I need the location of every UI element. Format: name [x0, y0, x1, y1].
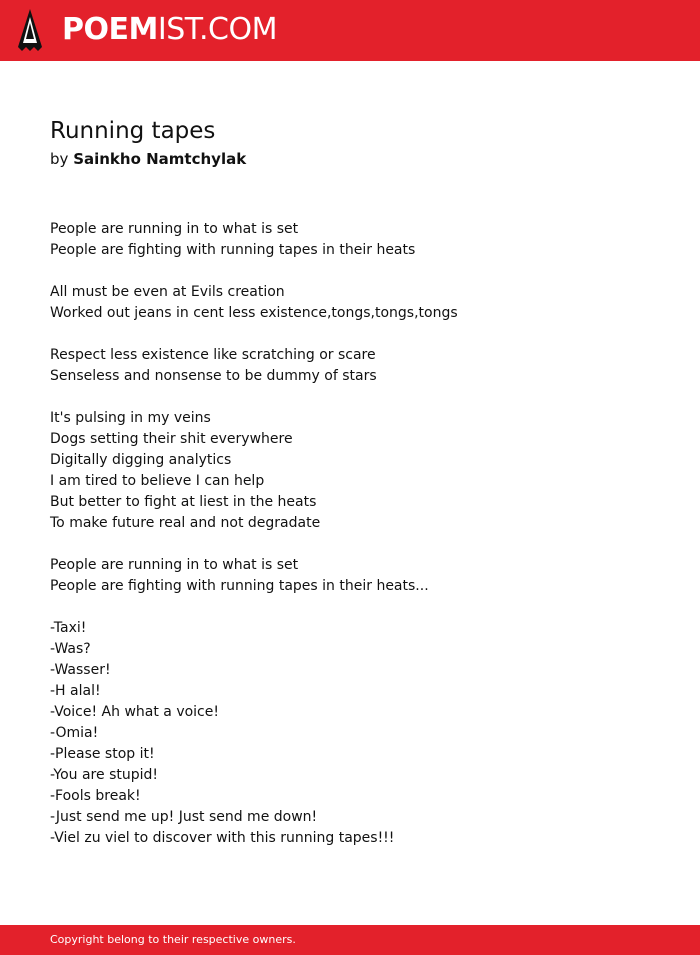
poem-line: -Viel zu viel to discover with this running tapes!!!	[50, 830, 395, 846]
poem-line: Senseless and nonsense to be dummy of stars	[50, 368, 377, 384]
poem-line: People are fighting with running tapes in their heats...	[50, 578, 429, 594]
poem-line: All must be even at Evils creation	[50, 284, 285, 300]
poem-stanza	[50, 618, 670, 849]
poem-line: I am tired to believe I can help	[50, 473, 265, 489]
poem-line: -You are stupid!	[50, 767, 158, 783]
poem-line: People are fighting with running tapes in their heats	[50, 242, 416, 258]
logo-light-text: IST.COM	[157, 12, 277, 47]
poem-byline	[50, 149, 246, 169]
poem-line: Digitally digging analytics	[50, 452, 232, 468]
poem-line: People are running in to what is set	[50, 557, 299, 573]
poem-line: -Taxi!	[50, 620, 87, 636]
poem-line: But better to fight at liest in the heats	[50, 494, 317, 510]
poem-line: -H alal!	[50, 683, 101, 699]
site-logo[interactable]	[62, 11, 277, 49]
poem-line: -Voice! Ah what a voice!	[50, 704, 219, 720]
poem-line: -Omia!	[50, 725, 99, 741]
poem-line: -Please stop it!	[50, 746, 155, 762]
poem-line: -Was?	[50, 641, 91, 657]
byline-label: by	[50, 150, 69, 168]
poem-title: Running tapes	[50, 118, 216, 144]
poem-stanza	[50, 408, 670, 534]
poem-line: People are running in to what is set	[50, 221, 299, 237]
poem-line: To make future real and not degradate	[50, 515, 321, 531]
poem-line: -Just send me up! Just send me down!	[50, 809, 318, 825]
poem-body	[50, 219, 670, 870]
poem-stanza	[50, 219, 670, 261]
poem-line: Dogs setting their shit everywhere	[50, 431, 293, 447]
poem-stanza	[50, 345, 670, 387]
poem-stanza	[50, 282, 670, 324]
pencil-icon[interactable]	[18, 9, 42, 51]
logo-bold-text: POEM	[62, 12, 158, 47]
footer-copyright: Copyright belong to their respective owners.	[50, 933, 296, 946]
poem-line: Respect less existence like scratching or scare	[50, 347, 376, 363]
site-footer	[0, 925, 700, 955]
poem-author: Sainkho Namtchylak	[73, 150, 247, 168]
poem-line: It's pulsing in my veins	[50, 410, 211, 426]
poem-stanza	[50, 555, 670, 597]
poem-line: -Wasser!	[50, 662, 111, 678]
poem-line: Worked out jeans in cent less existence,tongs,tongs,tongs	[50, 305, 458, 321]
poem-line: -Fools break!	[50, 788, 141, 804]
site-header	[0, 0, 700, 61]
